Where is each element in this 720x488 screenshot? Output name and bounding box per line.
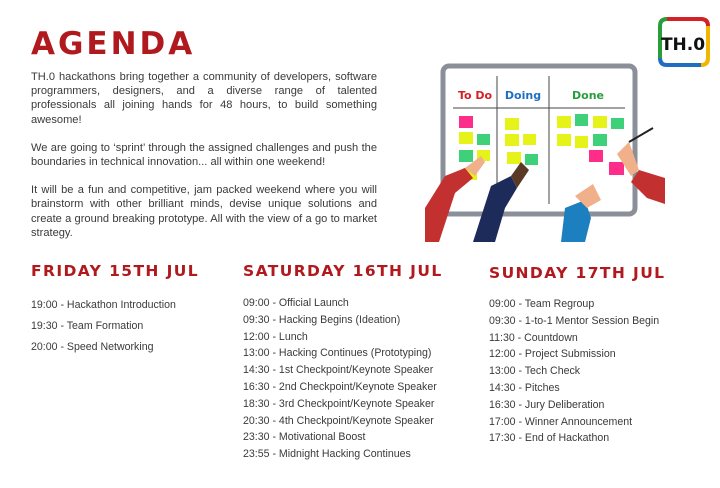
schedule-item: 13:00 - Hacking Continues (Prototyping) bbox=[243, 347, 432, 360]
day-heading-saturday: SATURDAY 16TH JUL bbox=[243, 262, 443, 280]
intro-paragraph: We are going to ‘sprint’ through the assigned challenges and push the boundaries in technical innovation... all within one weekend! bbox=[31, 141, 377, 169]
intro-paragraph: TH.0 hackathons bring together a community of developers, software programmers, designers, and a diverse range of talented professionals all joining hands for 48 hours, to build something awesome! bbox=[31, 71, 377, 126]
schedule-item: 14:30 - Pitches bbox=[489, 381, 560, 394]
schedule-item: 17:30 - End of Hackathon bbox=[489, 432, 610, 445]
board-col-doing: Doing bbox=[504, 89, 542, 102]
day-heading-friday: FRIDAY 15TH JUL bbox=[31, 262, 200, 280]
intro-text bbox=[31, 70, 377, 254]
schedule-item: 11:30 - Countdown bbox=[489, 331, 578, 344]
schedule-item: 09:00 - Official Launch bbox=[243, 297, 349, 309]
logo-text: TH.0 bbox=[660, 35, 706, 55]
kanban-board-illustration bbox=[425, 58, 665, 242]
schedule-item: 19:00 - Hackathon Introduction bbox=[31, 299, 176, 311]
schedule-item: 09:30 - Hacking Begins (Ideation) bbox=[243, 313, 401, 326]
intro-paragraph: It will be a fun and competitive, jam packed weekend where you will brainstorm with other brilliant minds, devise unique solutions and create a ground breaking prototype. All with the view of a go to market strategy. bbox=[31, 184, 377, 239]
schedule-item: 13:00 - Tech Check bbox=[489, 365, 581, 378]
th0-logo bbox=[657, 16, 711, 68]
day-heading-sunday: SUNDAY 17TH JUL bbox=[489, 264, 666, 282]
schedule-item: 12:00 - Project Submission bbox=[489, 348, 616, 361]
schedule-item: 09:30 - 1-to-1 Mentor Session Begin bbox=[489, 314, 660, 327]
board-col-todo: To Do bbox=[457, 89, 493, 102]
schedule-item: 23:30 - Motivational Boost bbox=[243, 431, 366, 444]
schedule-item: 20:30 - 4th Checkpoint/Keynote Speaker bbox=[243, 414, 434, 427]
sunday-schedule bbox=[489, 297, 659, 448]
page-title: AGENDA bbox=[31, 26, 196, 62]
friday-schedule bbox=[31, 298, 176, 361]
schedule-item: 12:00 - Lunch bbox=[243, 330, 308, 343]
schedule-item: 20:00 - Speed Networking bbox=[31, 341, 154, 353]
schedule-item: 16:30 - 2nd Checkpoint/Keynote Speaker bbox=[243, 380, 437, 393]
schedule-item: 09:00 - Team Regroup bbox=[489, 298, 595, 310]
schedule-item: 23:55 - Midnight Hacking Continues bbox=[243, 448, 411, 461]
board-col-done: Done bbox=[572, 89, 604, 102]
schedule-item: 14:30 - 1st Checkpoint/Keynote Speaker bbox=[243, 364, 434, 377]
schedule-item: 19:30 - Team Formation bbox=[31, 320, 144, 332]
saturday-schedule bbox=[243, 296, 437, 464]
schedule-item: 16:30 - Jury Deliberation bbox=[489, 398, 605, 411]
schedule-item: 17:00 - Winner Announcement bbox=[489, 415, 633, 428]
schedule-item: 18:30 - 3rd Checkpoint/Keynote Speaker bbox=[243, 397, 435, 410]
